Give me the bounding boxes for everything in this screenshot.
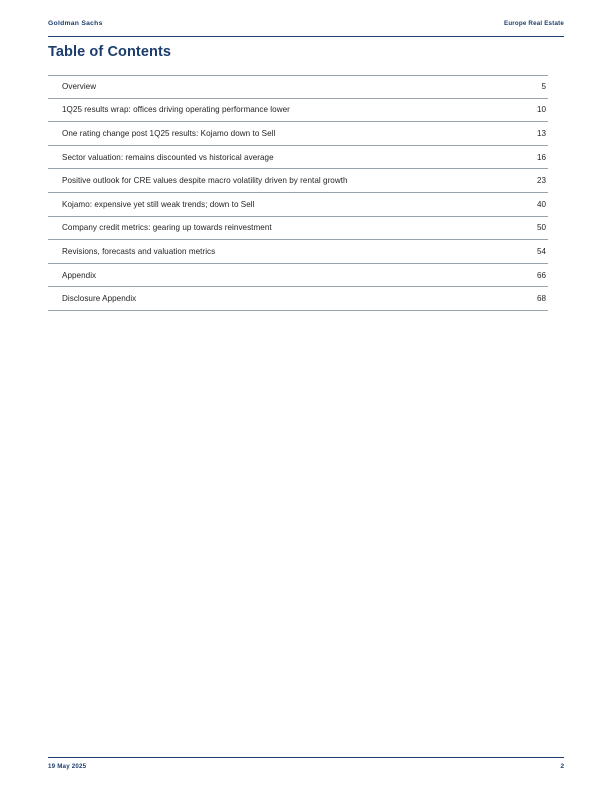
toc-entry-page: 5	[541, 82, 546, 92]
list-item[interactable]	[48, 193, 548, 217]
toc-entry-label: Kojamo: expensive yet still weak trends; down to Sell	[62, 199, 255, 209]
toc-entry-label: 1Q25 results wrap: offices driving operating performance lower	[62, 105, 290, 115]
toc-entry-label: Disclosure Appendix	[62, 294, 137, 304]
toc-entry-label: Sector valuation: remains discounted vs historical average	[62, 152, 274, 162]
brand-logo-text: Goldman Sachs	[48, 20, 103, 27]
footer-page-number: 2	[560, 763, 564, 770]
toc-entry-label: Overview	[62, 82, 97, 92]
header-section-label: Europe Real Estate	[504, 20, 564, 27]
toc-entry-page: 66	[536, 270, 546, 280]
toc-entry-page: 54	[536, 246, 546, 256]
header-divider	[48, 36, 564, 37]
toc-entry-page: 40	[536, 199, 546, 209]
page-header	[48, 20, 564, 27]
toc-entry-page: 50	[536, 223, 546, 233]
list-item[interactable]	[48, 122, 548, 146]
list-item[interactable]	[48, 146, 548, 170]
footer-divider	[48, 757, 564, 758]
toc-entry-label: Company credit metrics: gearing up towards reinvestment	[62, 223, 272, 233]
toc-entry-page: 23	[536, 176, 546, 186]
list-item[interactable]	[48, 169, 548, 193]
list-item[interactable]	[48, 287, 548, 311]
toc-entry-label: One rating change post 1Q25 results: Kojamo down to Sell	[62, 128, 276, 138]
toc-entry-label: Appendix	[62, 270, 97, 280]
toc-entry-page: 13	[536, 128, 546, 138]
toc-entry-page: 10	[536, 105, 546, 115]
toc-entry-page: 16	[536, 152, 546, 162]
page-footer	[48, 763, 564, 770]
list-item[interactable]	[48, 75, 548, 99]
table-of-contents	[48, 75, 548, 311]
footer-date: 19 May 2025	[48, 763, 87, 770]
list-item[interactable]	[48, 240, 548, 264]
toc-entry-label: Positive outlook for CRE values despite macro volatility driven by rental growth	[62, 176, 348, 186]
list-item[interactable]	[48, 217, 548, 241]
list-item[interactable]	[48, 99, 548, 123]
page-title: Table of Contents	[48, 44, 172, 60]
toc-entry-page: 68	[536, 294, 546, 304]
list-item[interactable]	[48, 264, 548, 288]
toc-entry-label: Revisions, forecasts and valuation metrics	[62, 246, 216, 256]
